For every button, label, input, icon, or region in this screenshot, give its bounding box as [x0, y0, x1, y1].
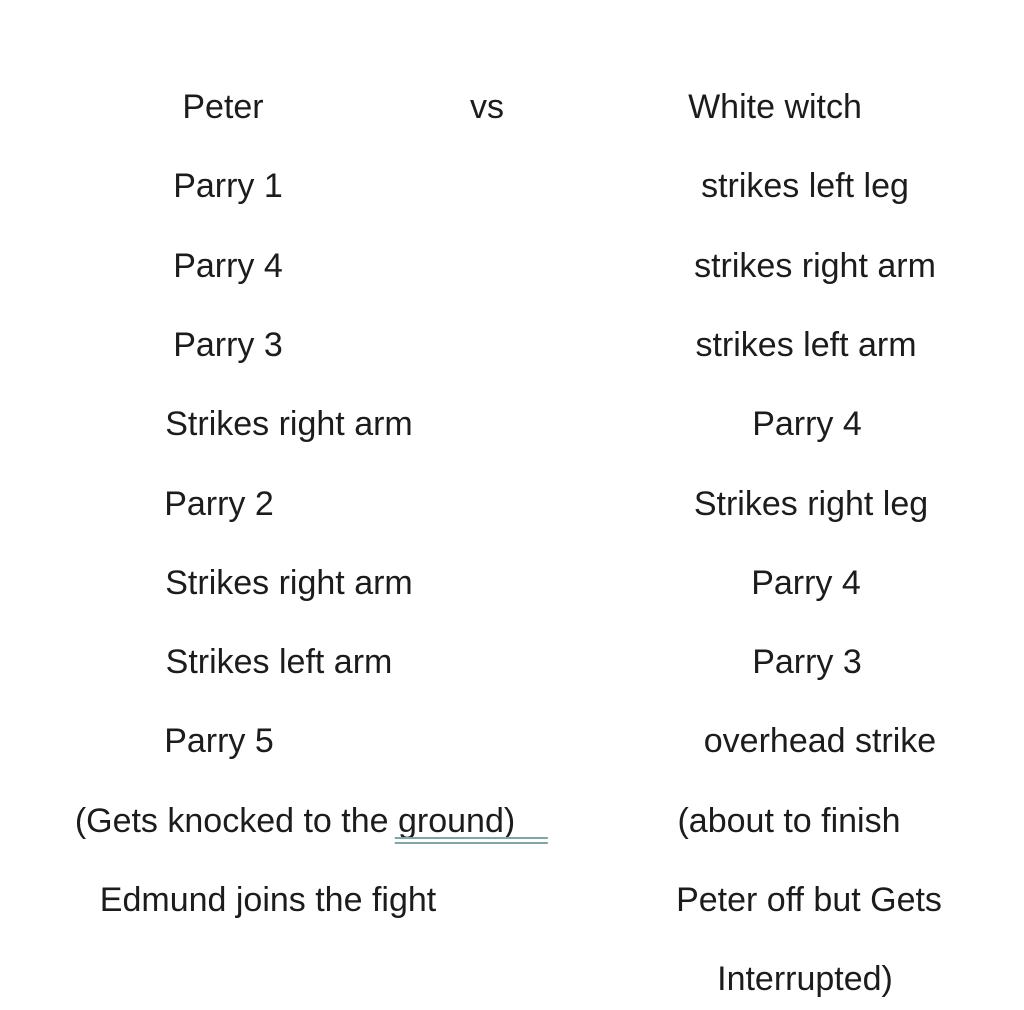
witch-action: Strikes right leg — [693, 485, 929, 523]
fight-sequence-row — [0, 482, 1024, 526]
vs-label: vs — [470, 88, 504, 126]
fight-sequence-row — [0, 640, 1024, 684]
fight-sequence-row — [0, 164, 1024, 208]
white-witch-column-header: White witch — [688, 88, 862, 126]
peter-action: Parry 5 — [164, 722, 274, 760]
peter-action-text: (Gets knocked to the — [74, 802, 398, 840]
peter-action: Parry 4 — [173, 247, 283, 285]
fight-sequence-row — [0, 561, 1024, 605]
witch-action: Peter off but Gets — [676, 881, 942, 919]
fight-sequence-row — [0, 323, 1024, 367]
peter-action: Strikes right arm — [165, 405, 413, 443]
peter-action: Strikes right arm — [165, 564, 413, 602]
peter-action: Parry 2 — [164, 485, 274, 523]
peter-action: Parry 1 — [173, 167, 283, 205]
witch-action: Parry 4 — [751, 564, 861, 602]
fight-sequence-row — [0, 878, 1024, 922]
peter-action — [75, 799, 515, 843]
peter-action: Strikes left arm — [165, 643, 393, 681]
header-row — [0, 85, 1024, 129]
fight-sequence-row — [0, 244, 1024, 288]
witch-action: Interrupted) — [717, 960, 893, 998]
witch-action: overhead strike — [703, 722, 937, 760]
peter-action: Parry 3 — [173, 326, 283, 364]
peter-action: Edmund joins the fight — [99, 881, 437, 919]
fight-sequence-row — [0, 719, 1024, 763]
grammar-flagged-text: ground) — [397, 802, 516, 840]
witch-action: strikes right arm — [694, 247, 936, 285]
witch-action: (about to finish — [677, 802, 901, 840]
fight-sequence-row — [0, 957, 1024, 1001]
fight-sequence-row — [0, 799, 1024, 843]
witch-action: Parry 4 — [752, 405, 862, 443]
witch-action: Parry 3 — [752, 643, 862, 681]
witch-action: strikes left leg — [701, 167, 909, 205]
peter-column-header: Peter — [182, 88, 264, 126]
fight-sequence-row — [0, 402, 1024, 446]
witch-action: strikes left arm — [695, 326, 917, 364]
